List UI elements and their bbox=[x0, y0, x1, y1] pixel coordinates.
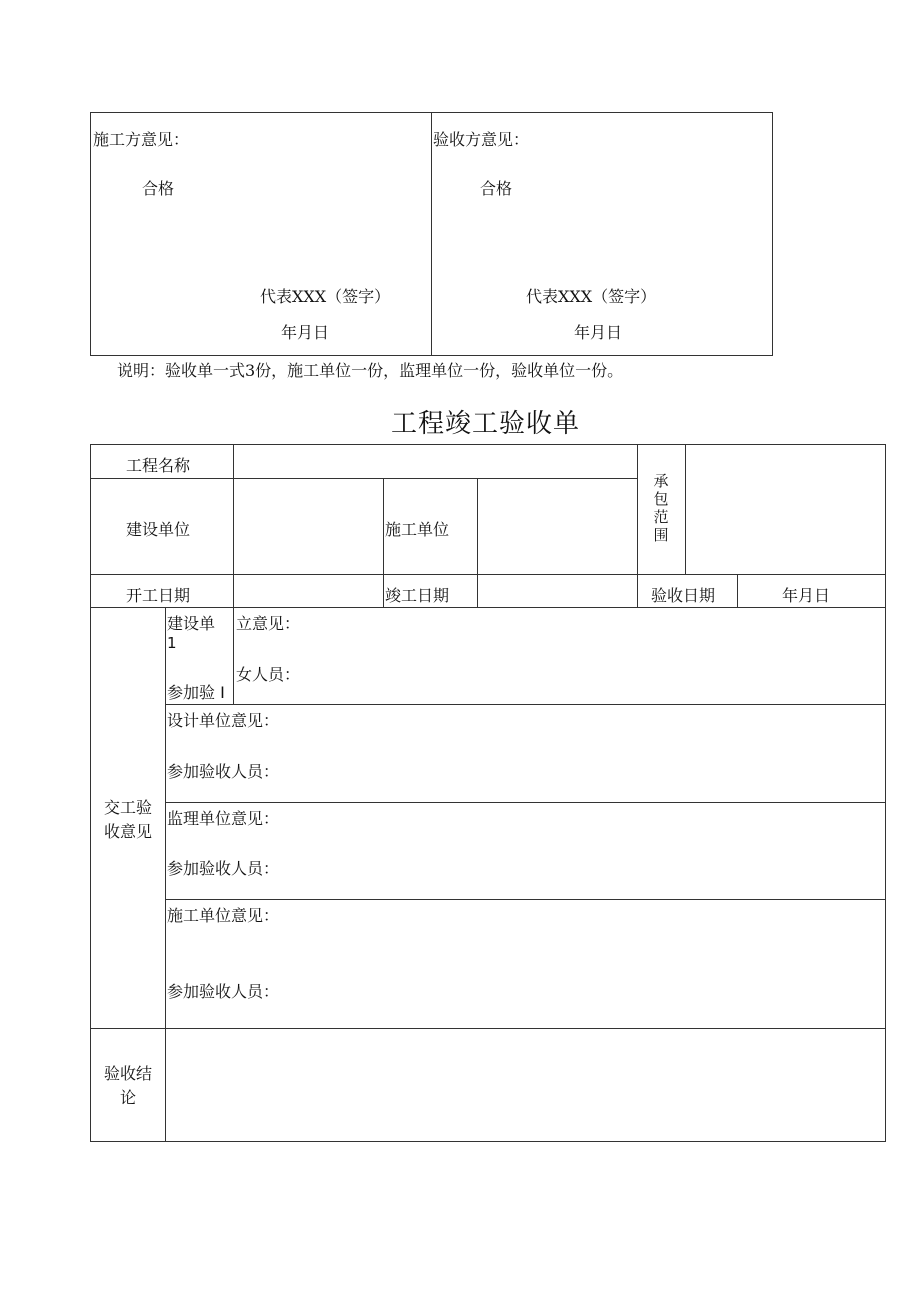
form-vline bbox=[637, 444, 638, 607]
acceptance-opinion-label: 验收方意见： bbox=[433, 130, 530, 149]
form-vline bbox=[165, 607, 166, 1142]
owner-opinion-label: 立意见： bbox=[236, 614, 301, 633]
construction-opinion-label: 施工方意见： bbox=[93, 130, 190, 149]
construction-date: 年月日 bbox=[281, 323, 330, 342]
contractor-unit-label: 施工单位 bbox=[385, 520, 450, 539]
acceptance-form bbox=[90, 444, 886, 1142]
owner-participants-short-label: 参加验 I bbox=[167, 683, 225, 702]
conclusion-label: 验收结论 bbox=[103, 1064, 152, 1107]
form-hline bbox=[165, 802, 886, 803]
form-vline bbox=[685, 444, 686, 574]
acceptance-date-label: 验收日期 bbox=[651, 586, 716, 605]
form-vline bbox=[477, 478, 478, 607]
supervision-opinion-label: 监理单位意见： bbox=[167, 809, 280, 828]
acceptance-opinion-value: 合格 bbox=[480, 179, 513, 198]
form-hline bbox=[90, 478, 637, 479]
acceptance-date: 年月日 bbox=[574, 323, 623, 342]
contractor-participants-label: 参加验收人员： bbox=[167, 982, 280, 1001]
form-vline bbox=[233, 607, 234, 704]
contractor-opinion-label: 施工单位意见： bbox=[167, 906, 280, 925]
form-hline bbox=[90, 607, 886, 608]
design-participants-label: 参加验收人员： bbox=[167, 762, 280, 781]
owner-participants-label: 女人员： bbox=[236, 665, 301, 684]
form-vline bbox=[383, 478, 384, 607]
design-opinion-label: 设计单位意见： bbox=[167, 711, 280, 730]
contract-scope-label: 承包范围 bbox=[653, 472, 669, 544]
owner-unit-short-suffix: 1 bbox=[167, 634, 177, 652]
form-hline bbox=[165, 704, 886, 705]
acceptance-date-value: 年月日 bbox=[782, 586, 831, 605]
handover-opinion-label: 交工验收意见 bbox=[103, 798, 152, 841]
owner-unit-short-label: 建设单 bbox=[167, 614, 216, 633]
form-hline bbox=[90, 574, 886, 575]
construction-opinion-value: 合格 bbox=[142, 179, 175, 198]
start-date-label: 开工日期 bbox=[126, 586, 191, 605]
owner-unit-label: 建设单位 bbox=[126, 520, 191, 539]
acceptance-signature: 代表XXX（签字） bbox=[526, 287, 657, 306]
supervision-participants-label: 参加验收人员： bbox=[167, 859, 280, 878]
form-vline bbox=[737, 574, 738, 607]
construction-signature: 代表XXX（签字） bbox=[260, 287, 391, 306]
form-title: 工程竣工验收单 bbox=[391, 409, 581, 439]
project-name-label: 工程名称 bbox=[126, 456, 191, 475]
form-vline bbox=[233, 444, 234, 607]
completion-date-label: 竣工日期 bbox=[385, 586, 450, 605]
form-hline bbox=[90, 1028, 886, 1029]
distribution-note: 说明：验收单一式3份，施工单位一份，监理单位一份，验收单位一份。 bbox=[117, 361, 624, 380]
opinion-table-divider bbox=[431, 112, 432, 356]
form-hline bbox=[165, 899, 886, 900]
